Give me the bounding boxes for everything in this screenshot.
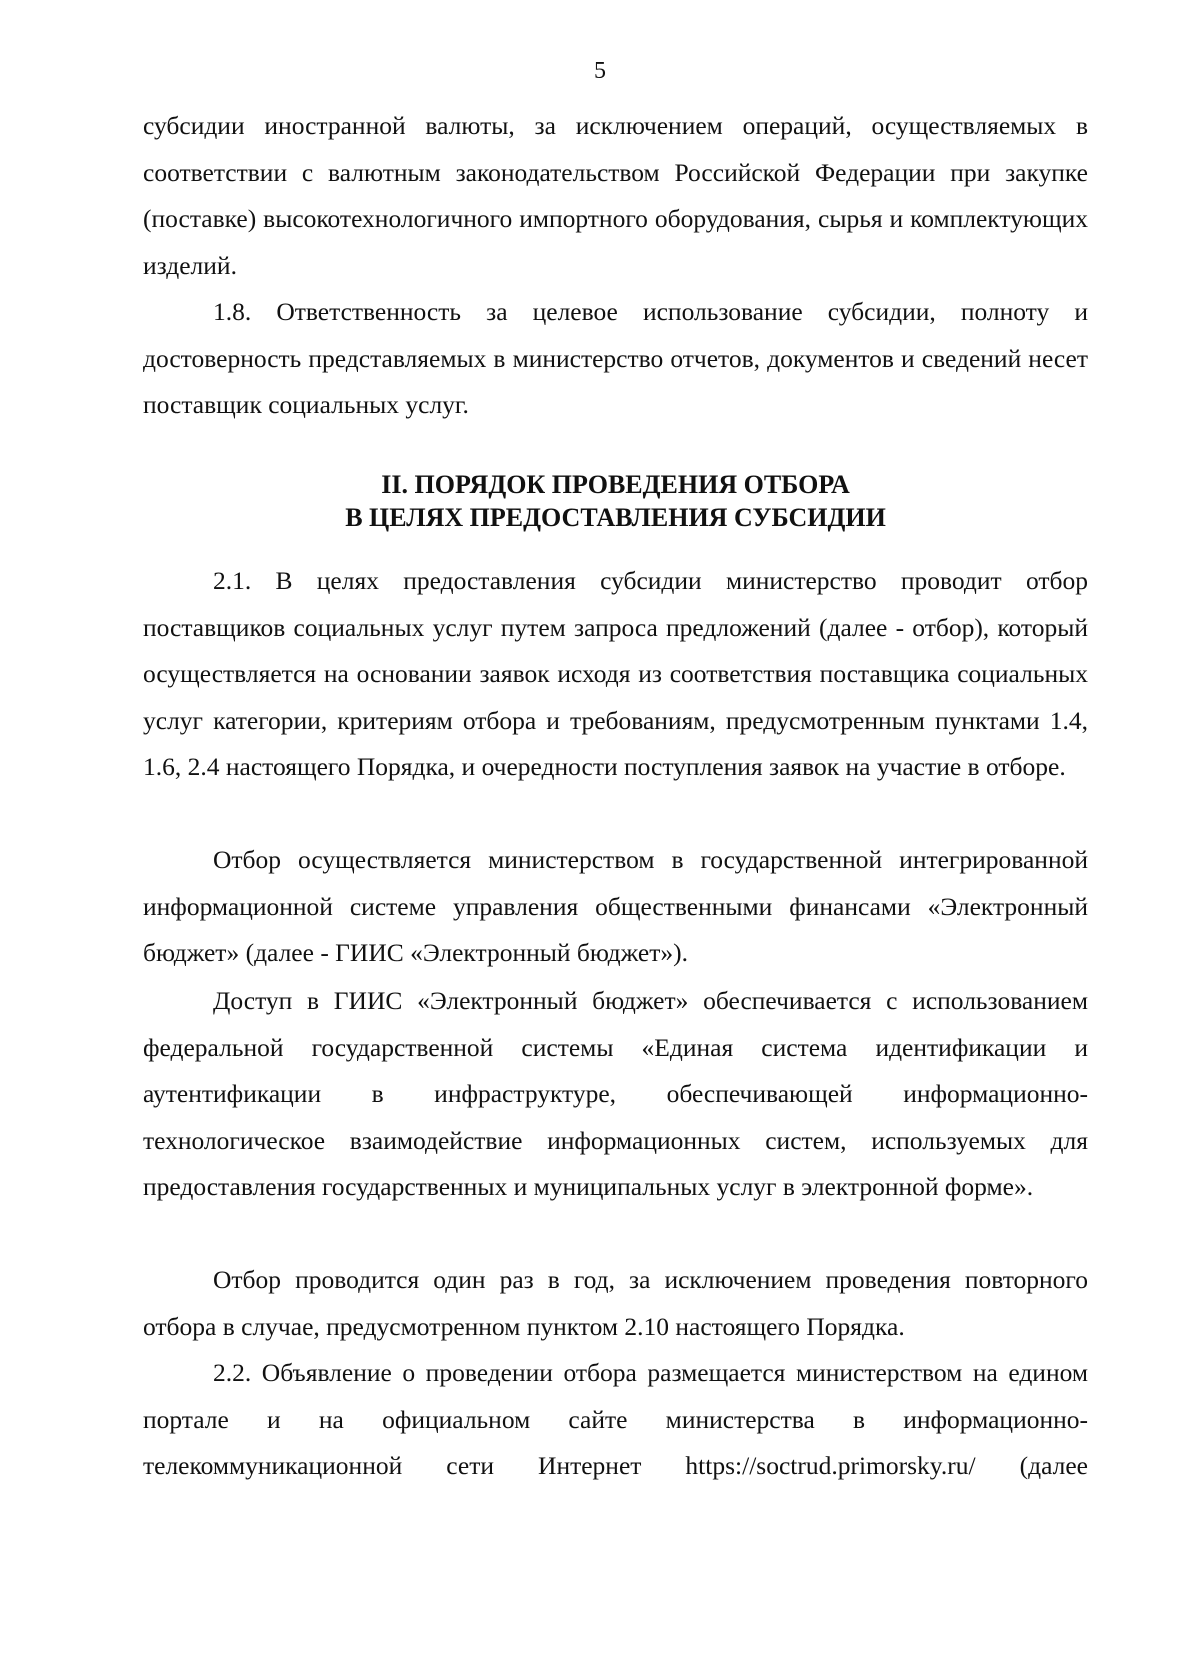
paragraph-text: 1.8. Ответственность за целевое использование субсидии, полноту и достоверность представляемых в министерство отчетов, документов и сведений несет поставщик социальных услуг. (143, 297, 1088, 419)
page-number: 5 (594, 58, 606, 84)
paragraph-access (143, 978, 1088, 1211)
paragraph-continuation (143, 103, 1088, 289)
paragraph-2-2 (143, 1350, 1088, 1490)
paragraph-text: 2.1. В целях предоставления субсидии министерство проводит отбор поставщиков социальных услуг путем запроса предложений (далее - отбор), который осуществляется на основании заявок исходя из соответствия поставщика социальных услуг категории, критериям отбора и требованиям, предусмотренным пунктами 1.4, 1.6, 2.4 настоящего Порядка, и очередности поступления заявок на участие в отборе. (143, 566, 1088, 781)
section-heading (143, 468, 1088, 534)
paragraph-text: субсидии иностранной валюты, за исключением операций, осуществляемых в соответствии с валютным законодательством Российской Федерации при закупке (поставке) высокотехнологичного импортного оборудования, сырья и комплектующих изделий. (143, 111, 1088, 280)
paragraph-selection-system (143, 837, 1088, 977)
paragraph-text: Доступ в ГИИС «Электронный бюджет» обеспечивается с использованием федеральной государственной системы «Единая система идентификации и аутентификации в инфраструктуре, обеспечивающей информационно-технологическое взаимодействие информационных систем, используемых для предоставления государственных и муниципальных услуг в электронной форме». (143, 986, 1088, 1201)
paragraph-text: Отбор осуществляется министерством в государственной интегрированной информационной системе управления общественными финансами «Электронный бюджет» (далее - ГИИС «Электронный бюджет»). (143, 845, 1088, 967)
paragraph-text: 2.2. Объявление о проведении отбора размещается министерством на едином портале и на официальном сайте министерства в информационно-телекоммуникационной сети Интернет https://soctrud.primorsky.ru/ (далее (143, 1358, 1088, 1480)
paragraph-2-1 (143, 558, 1088, 791)
paragraph-1-8 (143, 289, 1088, 429)
paragraph-frequency (143, 1257, 1088, 1350)
section-heading-line-2: В ЦЕЛЯХ ПРЕДОСТАВЛЕНИЯ СУБСИДИИ (345, 503, 886, 532)
section-heading-line-1: II. ПОРЯДОК ПРОВЕДЕНИЯ ОТБОРА (381, 470, 850, 499)
paragraph-text: Отбор проводится один раз в год, за исключением проведения повторного отбора в случае, предусмотренном пунктом 2.10 настоящего Порядка. (143, 1265, 1088, 1341)
